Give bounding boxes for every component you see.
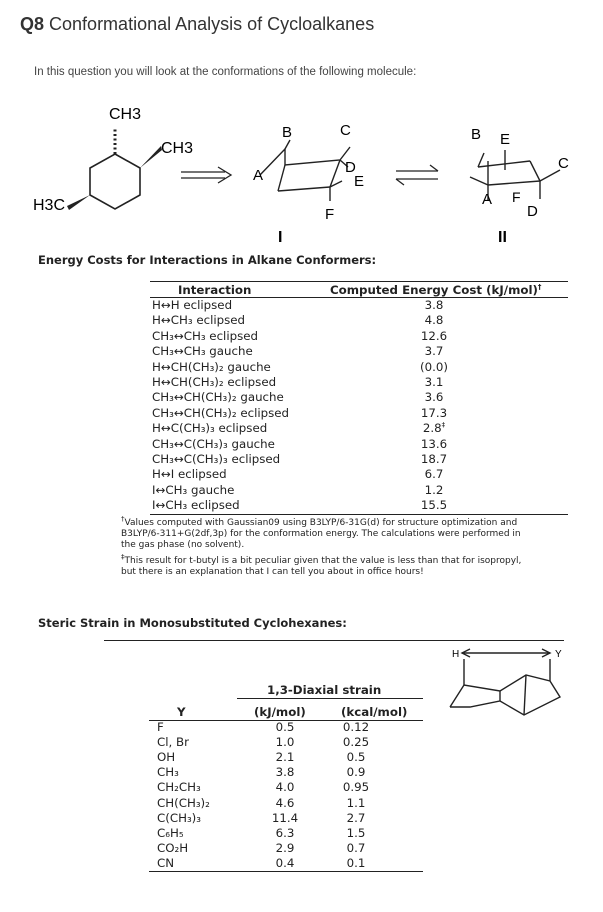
energy-section-title: Energy Costs for Interactions in Alkane Conformers: bbox=[38, 253, 377, 267]
conformer-II-A: A bbox=[482, 191, 493, 208]
chair-drawing bbox=[450, 649, 560, 715]
conformer-II-E: E bbox=[500, 131, 511, 148]
interaction-cell: H↔CH₃ eclipsed bbox=[152, 313, 246, 328]
energy-cell: 2.8‡ bbox=[422, 421, 446, 436]
energy-cell: 13.6 bbox=[420, 436, 448, 451]
substituent-cell: F bbox=[157, 720, 164, 734]
interaction-cell: I↔CH₃ eclipsed bbox=[152, 498, 240, 513]
interaction-cell: H↔I eclipsed bbox=[152, 467, 227, 482]
table-row bbox=[150, 483, 568, 498]
conformer-I-B: B bbox=[282, 124, 293, 141]
interaction-cell: CH₃↔CH(CH₃)₂ gauche bbox=[152, 390, 284, 405]
equilibrium-arrows bbox=[396, 165, 438, 185]
transform-arrow bbox=[181, 167, 231, 183]
conformer-I-drawing bbox=[260, 140, 350, 201]
kcal-cell: 0.7 bbox=[346, 840, 366, 855]
kcal-cell: 0.1 bbox=[346, 855, 366, 870]
footnote-1-line: the gas phase (no solvent). bbox=[121, 540, 245, 551]
conformer-II-F: F bbox=[512, 189, 521, 205]
table-row bbox=[150, 313, 568, 328]
substituent-cell: CH(CH₃)₂ bbox=[157, 795, 210, 810]
interaction-cell: CH₃↔CH₃ gauche bbox=[152, 344, 253, 359]
substituent-cell: CO₂H bbox=[157, 840, 189, 855]
table-row bbox=[149, 765, 429, 780]
substituent-cell: CH₂CH₃ bbox=[157, 780, 201, 795]
steric-section-title: Steric Strain in Monosubstituted Cyclohexanes: bbox=[38, 616, 347, 630]
energy-cell: (0.0) bbox=[420, 359, 448, 374]
kj-cell: 3.8 bbox=[275, 765, 295, 780]
kcal-cell: 0.5 bbox=[346, 750, 366, 765]
energy-cell: 1.2 bbox=[424, 482, 444, 497]
conformer-II-label: II bbox=[498, 229, 507, 246]
col-header-y: Y bbox=[177, 705, 186, 719]
conformer-II-B: B bbox=[471, 126, 482, 143]
substituent-left: H3C bbox=[33, 197, 66, 214]
table-row bbox=[150, 452, 568, 467]
col-header-energy: Computed Energy Cost (kJ/mol)† bbox=[330, 283, 542, 297]
table-row bbox=[150, 375, 568, 390]
group-header-rule bbox=[237, 698, 423, 699]
chair-figure bbox=[440, 645, 570, 725]
interaction-cell: CH₃↔CH₃ eclipsed bbox=[152, 328, 258, 343]
substituent-right: CH3 bbox=[161, 140, 194, 157]
table-row bbox=[149, 826, 429, 841]
col-header-interaction: Interaction bbox=[178, 283, 252, 297]
footnotes bbox=[121, 514, 561, 578]
table-row bbox=[150, 344, 568, 359]
substituent-cell: C(CH₃)₃ bbox=[157, 810, 202, 825]
cyclohexane-structure bbox=[67, 127, 162, 210]
kj-cell: 0.4 bbox=[275, 855, 295, 870]
kcal-cell: 2.7 bbox=[346, 810, 366, 825]
substituent-cell: Cl, Br bbox=[157, 735, 189, 750]
conformer-II-C: C bbox=[558, 155, 569, 172]
kj-cell: 0.5 bbox=[275, 720, 295, 734]
table-row bbox=[149, 720, 429, 735]
conformer-I-E: E bbox=[354, 173, 365, 190]
interaction-cell: H↔CH(CH₃)₂ eclipsed bbox=[152, 375, 277, 389]
substituent-cell: CH₃ bbox=[157, 765, 179, 780]
table-row bbox=[149, 841, 429, 856]
interaction-cell: CH₃↔CH(CH₃)₂ eclipsed bbox=[152, 405, 290, 420]
kcal-cell: 1.1 bbox=[346, 795, 366, 810]
steric-bottom-rule bbox=[149, 871, 423, 872]
kcal-cell: 1.5 bbox=[346, 825, 366, 840]
energy-cell: 12.6 bbox=[420, 328, 448, 343]
table-row bbox=[150, 390, 568, 405]
table-row bbox=[150, 298, 568, 313]
question-title-text: Conformational Analysis of Cycloalkanes bbox=[49, 14, 375, 34]
chair-label-y: Y bbox=[555, 649, 562, 660]
kj-cell: 11.4 bbox=[271, 810, 299, 825]
conformer-I-A: A bbox=[253, 167, 264, 184]
kcal-cell: 0.95 bbox=[342, 780, 370, 795]
interaction-cell: CH₃↔C(CH₃)₃ gauche bbox=[152, 436, 275, 451]
table-top-rule bbox=[150, 281, 568, 282]
kj-cell: 4.0 bbox=[275, 780, 295, 795]
kj-cell: 2.1 bbox=[275, 750, 295, 765]
kj-cell: 6.3 bbox=[275, 825, 295, 840]
footnote-2-line: ‡This result for t-butyl is a bit peculiar given that the value is less than that for isopropyl, bbox=[121, 552, 522, 566]
question-number: Q8 bbox=[20, 14, 45, 34]
interaction-cell: CH₃↔C(CH₃)₃ eclipsed bbox=[152, 452, 281, 466]
energy-cell: 3.1 bbox=[424, 375, 444, 389]
chair-label-h: H bbox=[452, 649, 460, 660]
substituent-cell: C₆H₅ bbox=[157, 825, 184, 840]
energy-cell: 3.6 bbox=[424, 390, 444, 405]
kj-cell: 4.6 bbox=[275, 795, 295, 810]
table-row bbox=[149, 796, 429, 811]
table-row bbox=[150, 498, 568, 513]
footnote-1-line: B3LYP/6-311+G(2df,3p) for the conformation energy. The calculations were performed in bbox=[121, 529, 521, 540]
table-row bbox=[149, 735, 429, 750]
energy-cell: 18.7 bbox=[420, 452, 448, 466]
footnote-2-line: but there is an explanation that I can tell you about in office hours! bbox=[121, 566, 424, 577]
interaction-cell: H↔CH(CH₃)₂ gauche bbox=[152, 359, 271, 374]
intro-text: In this question you will look at the conformations of the following molecule: bbox=[34, 66, 417, 78]
kj-cell: 1.0 bbox=[275, 735, 295, 750]
conformer-I-C: C bbox=[340, 122, 351, 139]
steric-top-rule bbox=[104, 640, 564, 641]
energy-cell: 3.8 bbox=[424, 298, 444, 312]
table-row bbox=[149, 856, 429, 871]
table-row bbox=[150, 421, 568, 436]
table-row bbox=[150, 467, 568, 482]
substituent-cell: OH bbox=[157, 750, 176, 765]
kj-cell: 2.9 bbox=[275, 840, 295, 855]
kcal-cell: 0.12 bbox=[342, 720, 370, 734]
energy-cell: 17.3 bbox=[420, 405, 448, 420]
interaction-cell: I↔CH₃ gauche bbox=[152, 482, 235, 497]
table-row bbox=[150, 406, 568, 421]
substituent-cell: CN bbox=[157, 855, 175, 870]
energy-cell: 3.7 bbox=[424, 344, 444, 359]
conformer-II-D: D bbox=[527, 203, 538, 220]
molecule-figure bbox=[0, 95, 603, 250]
col-header-kcal: (kcal/mol) bbox=[341, 705, 408, 719]
table-row bbox=[149, 811, 429, 826]
conformer-I-D: D bbox=[345, 159, 356, 176]
table-row bbox=[150, 437, 568, 452]
table-row bbox=[150, 329, 568, 344]
energy-cell: 6.7 bbox=[424, 467, 444, 482]
col-header-kj: (kJ/mol) bbox=[254, 705, 306, 719]
table-row bbox=[149, 750, 429, 765]
interaction-cell: H↔C(CH₃)₃ eclipsed bbox=[152, 421, 268, 436]
conformer-I-F: F bbox=[325, 206, 335, 223]
table-row bbox=[150, 360, 568, 375]
substituent-top: CH3 bbox=[109, 106, 142, 123]
kcal-cell: 0.9 bbox=[346, 765, 366, 780]
table-row bbox=[149, 780, 429, 795]
kcal-cell: 0.25 bbox=[342, 735, 370, 750]
footnote-1-line: †Values computed with Gaussian09 using B3LYP/6-31G(d) for structure optimization and bbox=[121, 515, 518, 528]
group-header: 1,3-Diaxial strain bbox=[267, 683, 382, 697]
conformer-I-label: I bbox=[278, 229, 283, 246]
energy-cell: 15.5 bbox=[420, 498, 448, 513]
energy-cell: 4.8 bbox=[424, 313, 444, 328]
interaction-cell: H↔H eclipsed bbox=[152, 298, 233, 312]
question-title bbox=[20, 14, 374, 35]
